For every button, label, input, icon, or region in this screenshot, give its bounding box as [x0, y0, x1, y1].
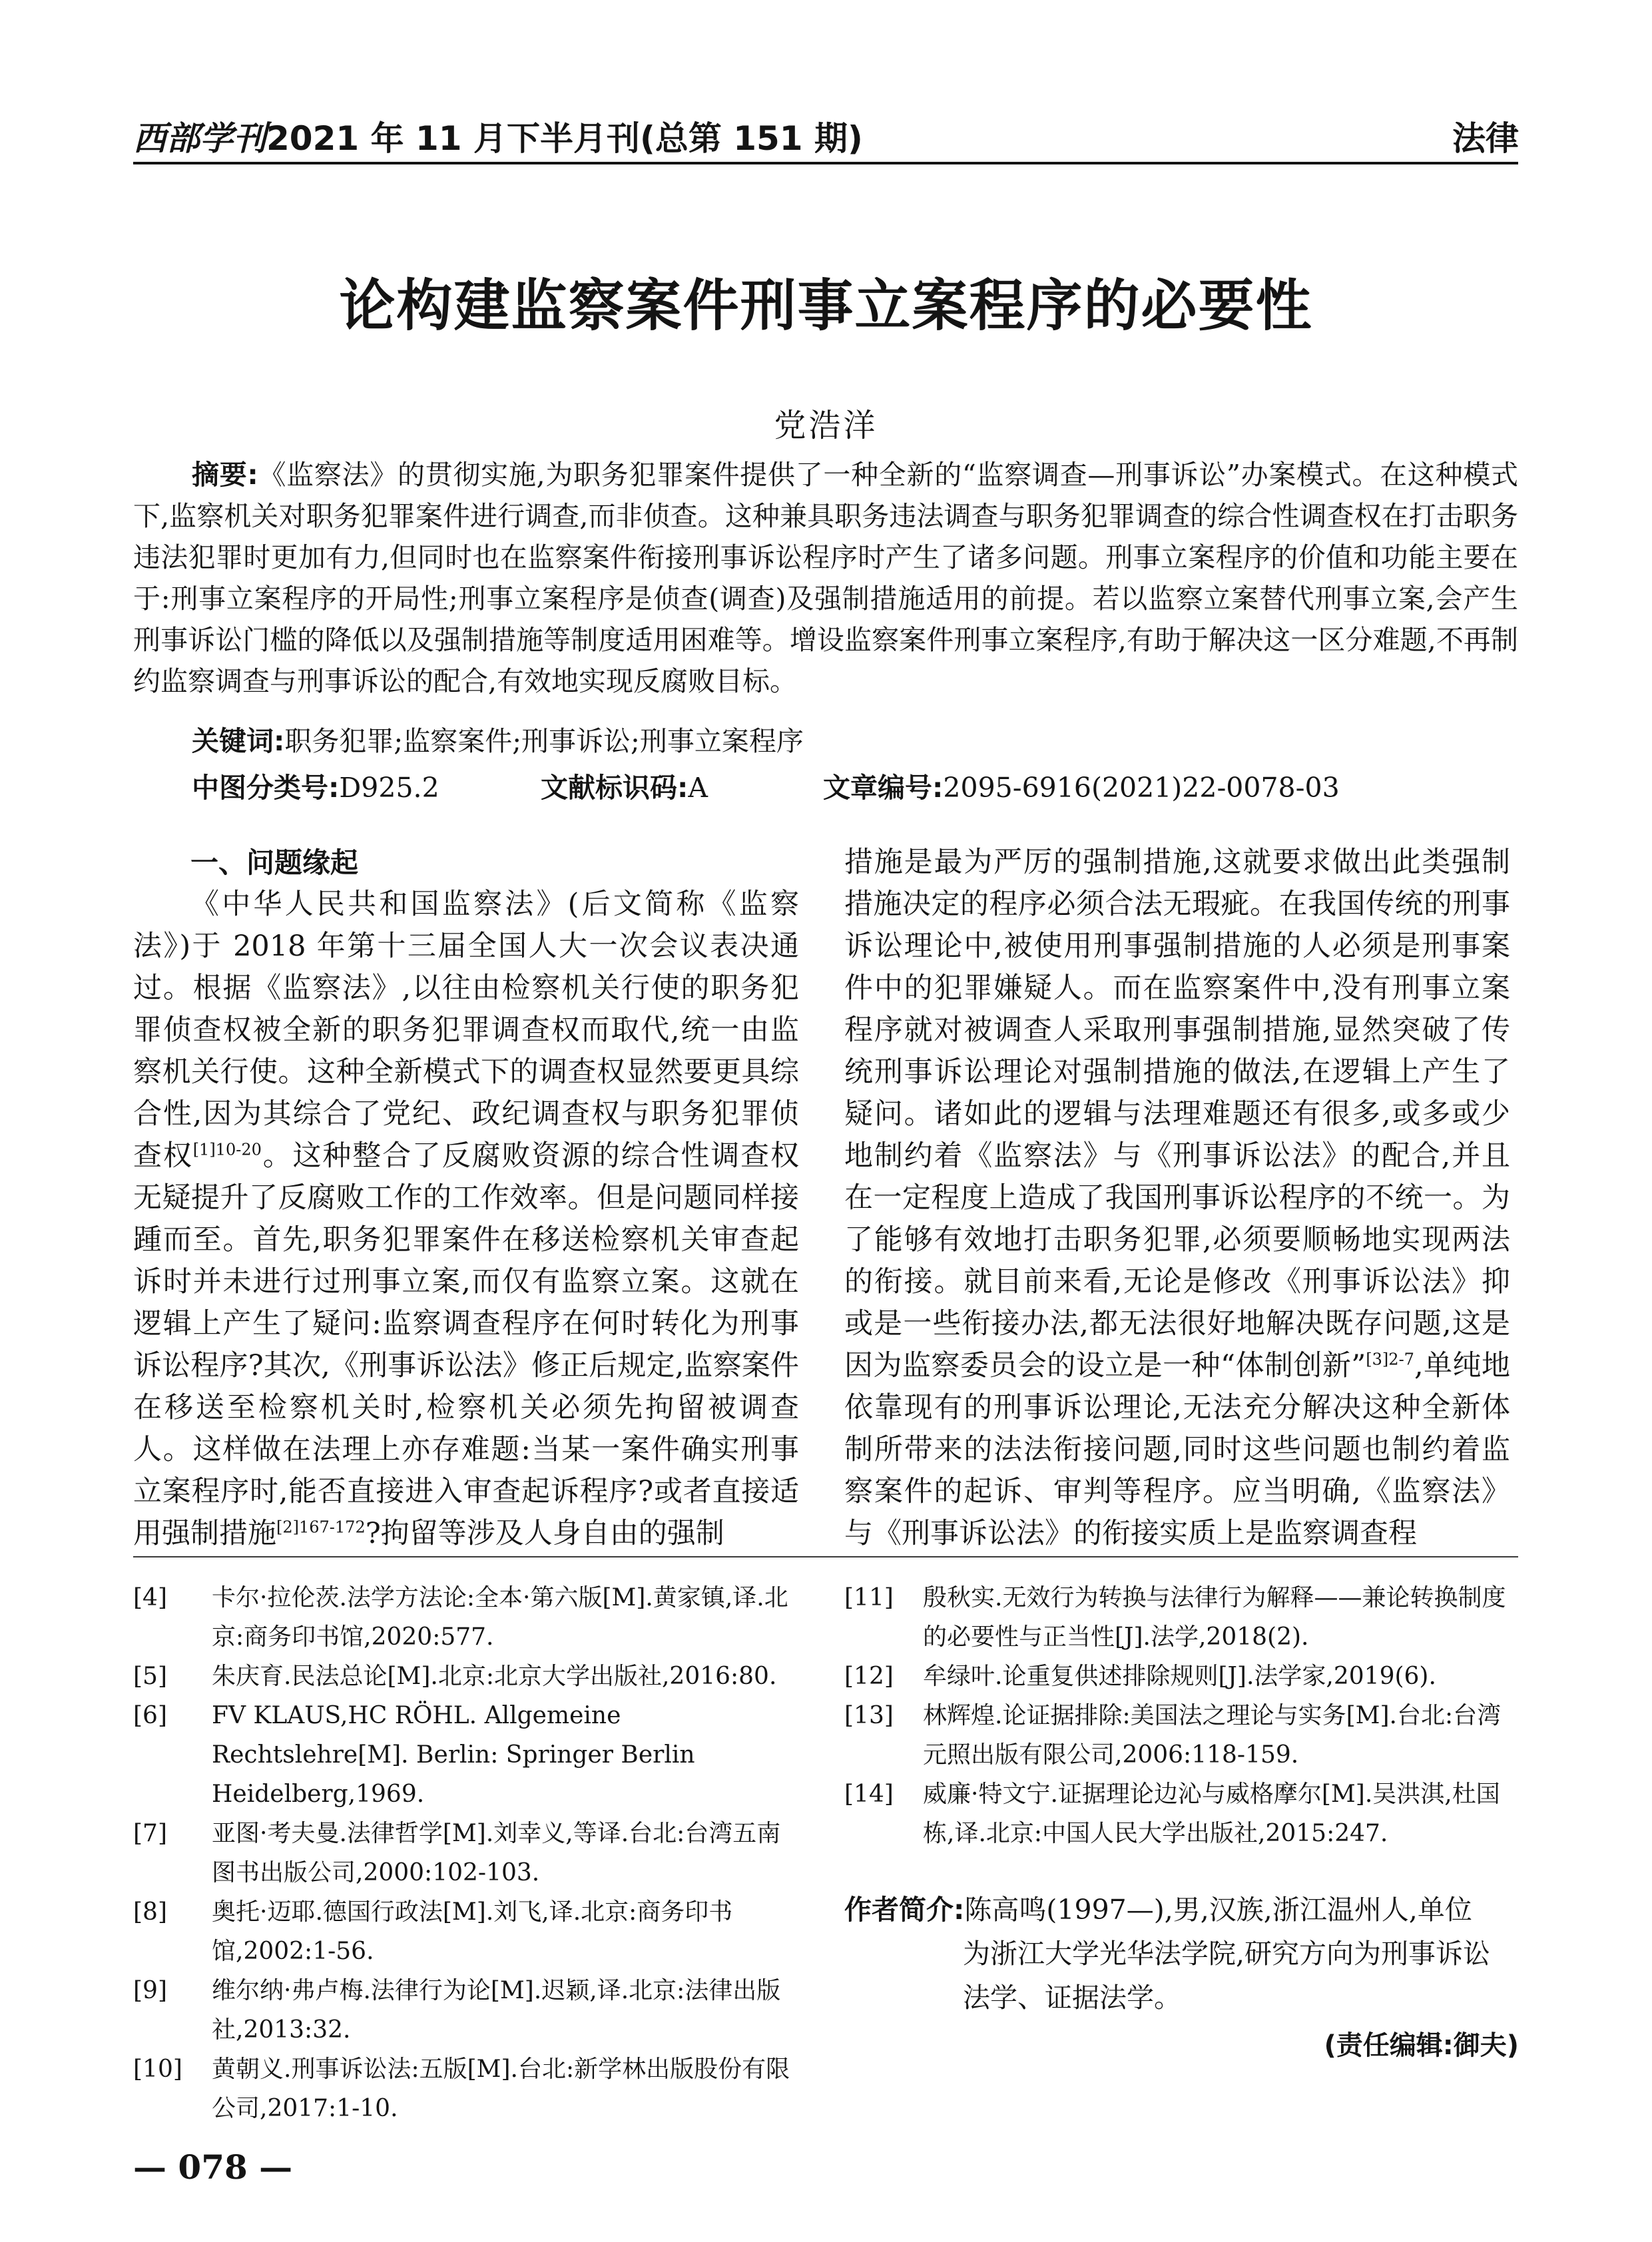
reference-item [133, 1892, 799, 1971]
body-column-right [844, 842, 1510, 1555]
reference-text: 朱庆育.民法总论[M].北京:北京大学出版社,2016:80. [212, 1663, 777, 1690]
reference-text: 奥托·迈耶.德国行政法[M].刘飞,译.北京:商务印书馆,2002:1-56. [212, 1898, 733, 1965]
reference-item [133, 1578, 799, 1657]
abstract-label: 摘要: [192, 459, 258, 491]
body-text: 。这种整合了反腐败资源的综合性调查权无疑提升了反腐败工作的工作效率。但是问题同样接踵而至。首先,职务犯罪案件在移送检察机关审查起诉时并未进行过刑事立案,而仅有监察立案。这就在逻辑上产生了疑问:监察调查程序在何时转化为刑事诉讼程序?其次,《刑事诉讼法》修正后规定,监察案件在移送至检察机关时,检察机关必须先拘留被调查人。这样做在法理上亦存难题:当某一案件确实刑事立案程序时,能否直接进入审查起诉程序?或者直接适用强制措施 [133, 1139, 800, 1550]
reference-item [133, 1696, 799, 1814]
journal-logo: 西部学刊 [133, 119, 266, 158]
reference-text: 维尔纳·弗卢梅.法律行为论[M].迟颖,译.北京:法律出版社,2013:32. [212, 1977, 781, 2044]
reference-number: [11] [844, 1584, 894, 1611]
reference-item [133, 1657, 799, 1696]
author-bio-line: 为浙江大学光华法学院,研究方向为刑事诉讼 [963, 1938, 1491, 1970]
reference-text: 威廉·特文宁.证据理论边沁与威格摩尔[M].吴洪淇,杜国栋,译.北京:中国人民大学出版社,2015:247. [923, 1781, 1500, 1847]
reference-text: FV KLAUS,HC RÖHL. Allgemeine Rechtslehre[M]. Berlin: Springer Berlin Heidelberg,1969. [212, 1702, 695, 1808]
reference-number: [6] [133, 1702, 167, 1729]
reference-number: [4] [133, 1584, 167, 1611]
body-paragraph [133, 884, 799, 1555]
reference-item [133, 1814, 799, 1892]
reference-number: [5] [133, 1663, 167, 1690]
reference-item [844, 1657, 1510, 1696]
reference-number: [12] [844, 1663, 894, 1690]
header-rule [133, 162, 1518, 164]
section-name: 法律 [1452, 119, 1519, 158]
clc-label: 中图分类号: [192, 772, 340, 804]
reference-text: 卡尔·拉伦茨.法学方法论:全本·第六版[M].黄家镇,译.北京:商务印书馆,2020:577. [212, 1584, 788, 1651]
reference-number: [10] [133, 2056, 182, 2083]
reference-item [133, 2050, 799, 2128]
body-text: ,单纯地依靠现有的刑事诉讼理论,无法充分解决这种全新体制所带来的法法衔接问题,同时这些问题也制约着监察案件的起诉、审判等程序。应当明确,《监察法》与《刑事诉讼法》的衔接实质上是监察调查程 [844, 1349, 1511, 1550]
reference-number: [7] [133, 1820, 167, 1847]
page-number: — 078 — [133, 2147, 293, 2187]
author-bio-line: 法学、证据法学。 [963, 1982, 1181, 2014]
issue-info: 2021 年 11 月下半月刊(总第 151 期) [266, 119, 863, 158]
doc-code-value: A [688, 772, 708, 804]
body-paragraph [844, 842, 1510, 1555]
reference-number: [8] [133, 1898, 167, 1926]
reference-text: 黄朝义.刑事诉讼法:五版[M].台北:新学林出版股份有限公司,2017:1-10. [212, 2056, 790, 2122]
abstract-text: 《监察法》的贯彻实施,为职务犯罪案件提供了一种全新的“监察调查—刑事诉讼”办案模式。在这种模式下,监察机关对职务犯罪案件进行调查,而非侦查。这种兼具职务违法调查与职务犯罪调查的综合性调查权在打击职务违法犯罪时更加有力,但同时也在监察案件衔接刑事诉讼程序时产生了诸多问题。刑事立案程序的价值和功能主要在于:刑事立案程序的开局性;刑事立案程序是侦查(调查)及强制措施适用的前提。若以监察立案替代刑事立案,会产生刑事诉讼门槛的降低以及强制措施等制度适用困难等。增设监察案件刑事立案程序,有助于解决这一区分难题,不再制约监察调查与刑事诉讼的配合,有效地实现反腐败目标。 [133, 459, 1518, 697]
article-number-value: 2095-6916(2021)22-0078-03 [943, 772, 1340, 804]
reference-number: [14] [844, 1781, 894, 1808]
abstract [133, 454, 1518, 702]
body-text: 《中华人民共和国监察法》(后文简称《监察法》)于 2018 年第十三届全国人大一次会议表决通过。根据《监察法》,以往由检察机关行使的职务犯罪侦查权被全新的职务犯罪调查权而取代,统一由监察机关行使。这种全新模式下的调查权显然要更具综合性,因为其综合了党纪、政纪调查权与职务犯罪侦查权 [133, 888, 799, 1173]
document-code [541, 766, 708, 805]
keywords-label: 关键词: [192, 725, 285, 757]
references-rule [133, 1556, 1518, 1557]
reference-text: 殷秋实.无效行为转换与法律行为解释——兼论转换制度的必要性与正当性[J].法学,2018(2). [923, 1584, 1506, 1651]
clc-value: D925.2 [339, 772, 439, 804]
author-bio [844, 1888, 1517, 2020]
reference-text: 林辉煌.论证据排除:美国法之理论与实务[M].台北:台湾元照出版有限公司,2006:118-159. [923, 1702, 1502, 1769]
reference-text: 亚图·考夫曼.法律哲学[M].刘幸义,等译.台北:台湾五南图书出版公司,2000:102-103. [212, 1820, 781, 1886]
article-number-label: 文章编号: [823, 772, 944, 804]
author-bio-line: 陈高鸣(1997—),男,汉族,浙江温州人,单位 [964, 1894, 1472, 1926]
references-right [844, 1578, 1510, 1853]
running-header [133, 112, 863, 160]
citation: [2]167-172 [276, 1518, 366, 1537]
keywords [192, 719, 804, 758]
references-left [133, 1578, 799, 2128]
article-title: 论构建监察案件刑事立案程序的必要性 [339, 273, 1313, 338]
citation: [3]2-7 [1366, 1350, 1414, 1369]
citation: [1]10-20 [192, 1140, 262, 1159]
keywords-text: 职务犯罪;监察案件;刑事诉讼;刑事立案程序 [284, 725, 804, 757]
reference-item [844, 1775, 1510, 1853]
author-name: 党浩洋 [774, 407, 878, 444]
reference-number: [9] [133, 1977, 167, 2004]
responsible-editor: (责任编辑:御夫) [1324, 2030, 1519, 2061]
clc-number [192, 766, 439, 805]
article-number [823, 766, 1340, 805]
body-text: 措施是最为严厉的强制措施,这就要求做出此类强制措施决定的程序必须合法无瑕疵。在我国传统的刑事诉讼理论中,被使用刑事强制措施的人必须是刑事案件中的犯罪嫌疑人。而在监察案件中,没有刑事立案程序就对被调查人采取刑事强制措施,显然突破了传统刑事诉讼理论对强制措施的做法,在逻辑上产生了疑问。诸如此的逻辑与法理难题还有很多,或多或少地制约着《监察法》与《刑事诉讼法》的配合,并且在一定程度上造成了我国刑事诉讼程序的不统一。为了能够有效地打击职务犯罪,必须要顺畅地实现两法的衔接。就目前来看,无论是修改《刑事诉讼法》抑或是一些衔接办法,都无法很好地解决既存问题,这是因为监察委员会的设立是一种“体制创新” [844, 846, 1510, 1382]
doc-code-label: 文献标识码: [541, 772, 688, 804]
reference-item [133, 1971, 799, 2050]
reference-number: [13] [844, 1702, 894, 1729]
section-heading: 一、问题缘起 [190, 846, 359, 879]
reference-item [844, 1578, 1510, 1657]
body-text: ?拘留等涉及人身自由的强制 [365, 1517, 724, 1550]
reference-item [844, 1696, 1510, 1775]
reference-text: 牟绿叶.论重复供述排除规则[J].法学家,2019(6). [923, 1663, 1436, 1690]
author-bio-label: 作者简介: [844, 1894, 965, 1926]
body-column-left [133, 842, 799, 1555]
